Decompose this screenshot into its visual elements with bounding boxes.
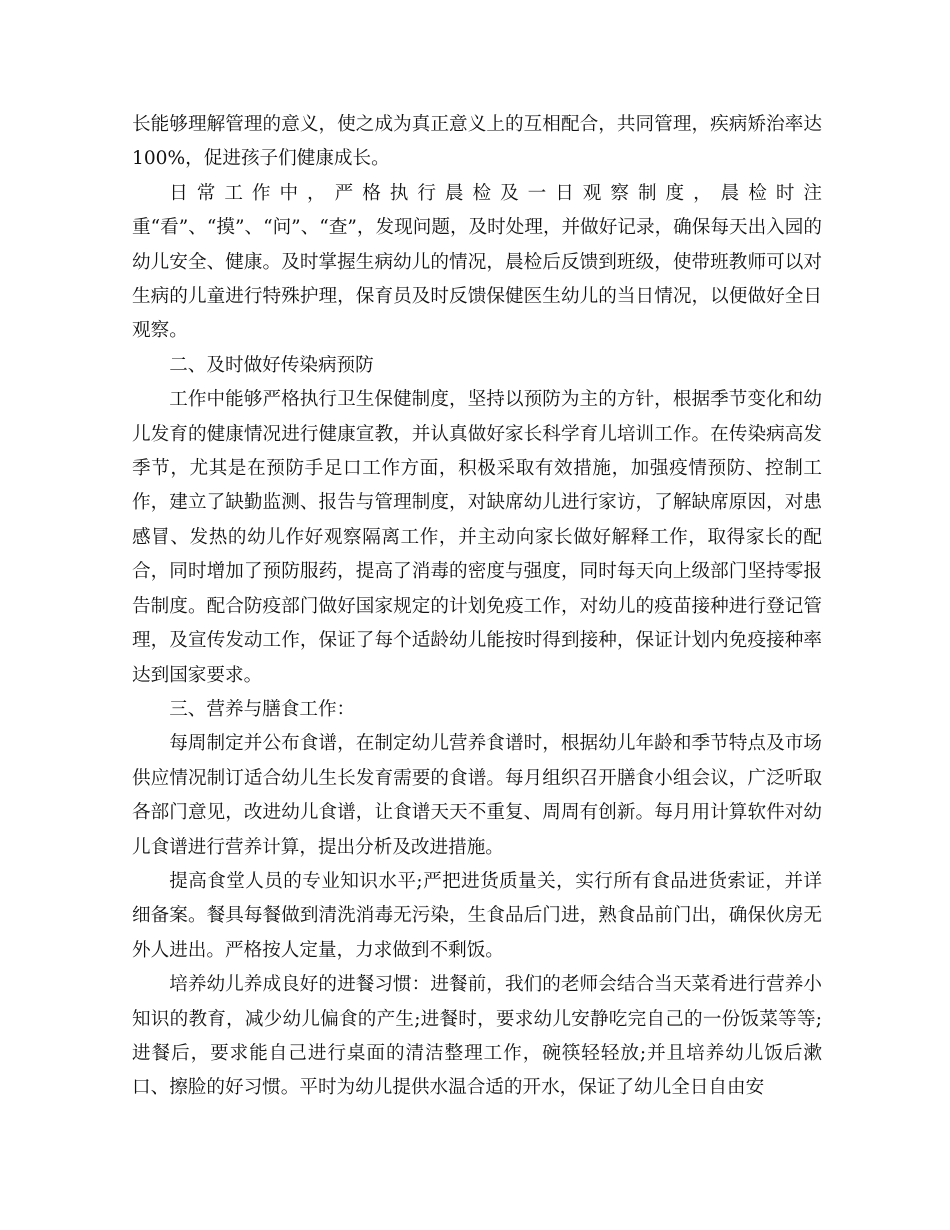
paragraph-daily-work: 日常工作中，严格执行晨检及一日观察制度，晨检时注重“看”、“摸”、“问”、“查”，发现问题，及时处理，并做好记录，确保每天出入园的幼儿安全、健康。及时掌握生病幼儿的情况，晨检后反馈到班级，使带班教师可以对生病的儿童进行特殊护理，保育员及时反馈保健医生幼儿的当日情况，以便做好全日观察。 [132, 182, 822, 342]
paragraph-eating-habits: 培养幼儿养成良好的进餐习惯：进餐前，我们的老师会结合当天菜肴进行营养小知识的教育，减少幼儿偏食的产生;进餐时，要求幼儿安静吃完自己的一份饭菜等等;进餐后，要求能自己进行桌面的清洁整理工作，碗筷轻轻放;并且培养幼儿饭后漱口、擦脸的好习惯。平时为幼儿提供水温合适的开水，保证了幼儿全日自由安 [132, 974, 822, 1099]
paragraph-canteen-staff: 提高食堂人员的专业知识水平;严把进货质量关，实行所有食品进货索证，并详细备案。餐具每餐做到清洗消毒无污染，生食品后门进，熟食品前门出，确保伙房无外人进出。严格按人定量，力求做到不剩饭。 [132, 870, 822, 961]
paragraph-disease-prevention: 工作中能够严格执行卫生保健制度，坚持以预防为主的方针，根据季节变化和幼儿发育的健康情况进行健康宣教，并认真做好家长科学育儿培训工作。在传染病高发季节，尤其是在预防手足口工作方面，积极采取有效措施，加强疫情预防、控制工作，建立了缺勤监测、报告与管理制度，对缺席幼儿进行家访，了解缺席原因，对患感冒、发热的幼儿作好观察隔离工作，并主动向家长做好解释工作，取得家长的配合，同时增加了预防服药，提高了消毒的密度与强度，同时每天向上级部门坚持零报告制度。配合防疫部门做好国家规定的计划免疫工作，对幼儿的疫苗接种进行登记管理，及宣传发动工作，保证了每个适龄幼儿能按时得到接种，保证计划内免疫接种率达到国家要求。 [132, 389, 822, 686]
paragraph-continuation: 长能够理解管理的意义，使之成为真正意义上的互相配合，共同管理，疾病矫治率达 100%，促进孩子们健康成长。 [132, 114, 822, 170]
document-body [132, 108, 822, 1106]
section-heading-nutrition: 三、营养与膳食工作： [169, 698, 356, 720]
paragraph-menu-planning: 每周制定并公布食谱，在制定幼儿营养食谱时，根据幼儿年龄和季节特点及市场供应情况制订适合幼儿生长发育需要的食谱。每月组织召开膳食小组会议，广泛听取各部门意见，改进幼儿食谱，让食谱天天不重复、周周有创新。每月用计算软件对幼儿食谱进行营养计算，提出分析及改进措施。 [132, 733, 822, 858]
section-heading-disease-prevention: 二、及时做好传染病预防 [169, 354, 374, 376]
